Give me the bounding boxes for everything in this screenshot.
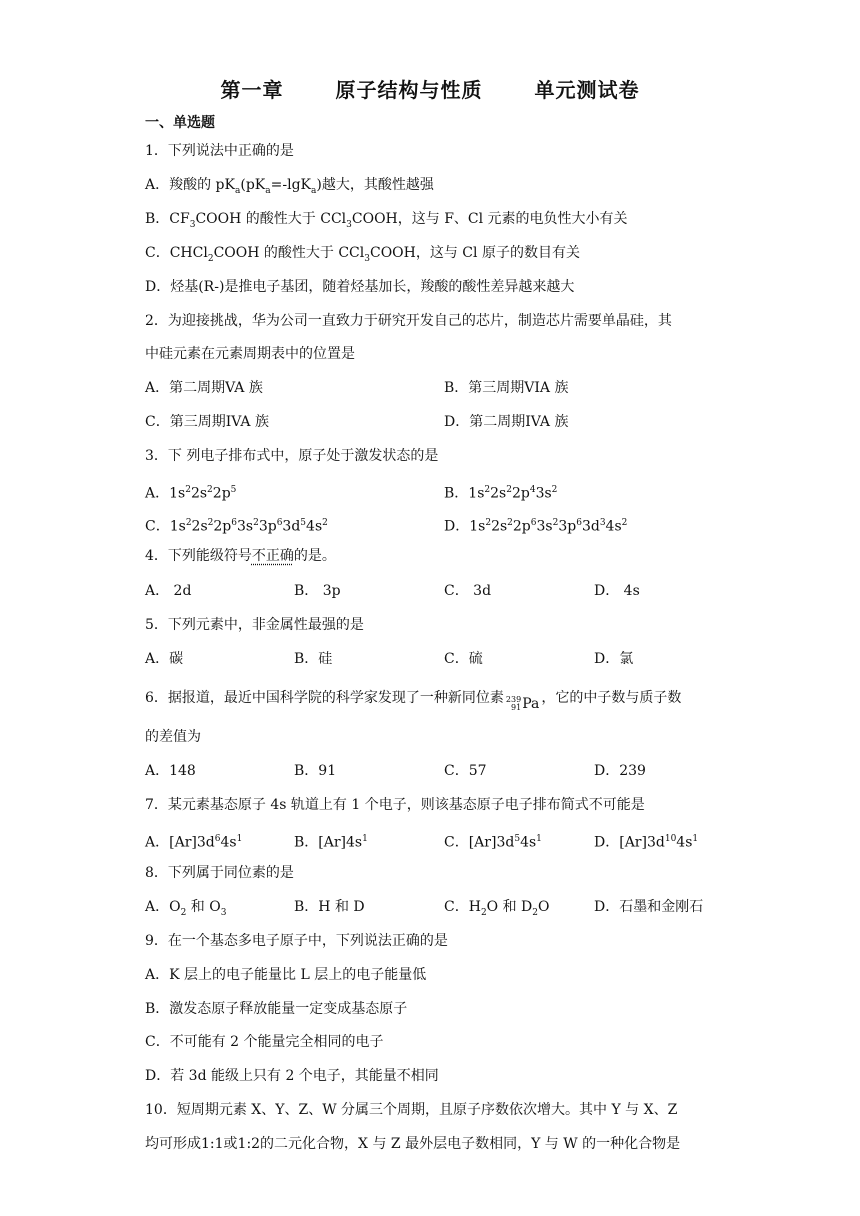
isotope-notation: 239 91 Pa xyxy=(505,695,540,712)
question-4-option-c: C． 3d xyxy=(444,583,492,599)
question-6-option-b: B．91 xyxy=(294,763,337,779)
question-2-option-b: B．第三周期VIA 族 xyxy=(444,380,569,396)
question-5-option-a: A．碳 xyxy=(145,651,184,667)
question-3-stem: 3．下 列电子排布式中，原子处于激发状态的是 xyxy=(145,448,439,464)
question-4-stem: 4．下列能级符号不正确的是。 xyxy=(145,548,336,564)
question-3-option-b: B．$1s^22s^22p^43s^2$ xyxy=(444,485,558,502)
question-7-option-d: D．$[Ar]3d^{10}4s^1$ xyxy=(594,834,699,851)
question-4-option-b: B． 3p xyxy=(294,583,341,599)
question-2-stem-line1: 2．为迎接挑战，华为公司一直致力于研究开发自己的芯片，制造芯片需要单晶硅，其 xyxy=(145,313,672,329)
question-7-stem: 7．某元素基态原子 4s 轨道上有 1 个电子，则该基态原子电子排布简式不可能是 xyxy=(145,797,645,813)
question-1-option-d: D．烃基(R-)是推电子基团，随着烃基加长，羧酸的酸性差异越来越大 xyxy=(145,279,575,295)
question-10-stem-line2: 均可形成1:1或1:2的二元化合物，X 与 Z 最外层电子数相同，Y 与 W 的一种化合物是 xyxy=(145,1136,681,1152)
emphasis-dotted: 不正确 xyxy=(251,548,294,564)
question-8-option-c: C．$H_2O$ 和 $D_2O$ xyxy=(444,899,550,918)
question-6-stem-line2: 的差值为 xyxy=(145,729,201,745)
question-6-option-c: C．57 xyxy=(444,763,487,779)
question-9-option-d: D．若 3d 能级上只有 2 个电子，其能量不相同 xyxy=(145,1068,439,1084)
question-7-option-a: A．$[Ar]3d^64s^1$ xyxy=(145,834,243,851)
page-title xyxy=(0,74,860,103)
section-heading: 一、单选题 xyxy=(145,115,215,131)
question-5-stem: 5．下列元素中，非金属性最强的是 xyxy=(145,617,364,633)
question-4-option-d: D． 4s xyxy=(594,583,640,599)
question-3-option-c: C．$1s^22s^22p^63s^23p^63d^54s^2$ xyxy=(145,518,328,535)
question-1-option-c: C．CHCl$_2$COOH 的酸性大于 CCl$_3$COOH，这与 Cl 原子的数目有关 xyxy=(145,245,580,264)
question-2-option-a: A．第二周期VA 族 xyxy=(145,380,263,396)
question-10-stem-line1: 10．短周期元素 X、Y、Z、W 分属三个周期，且原子序数依次增大。其中 Y 与 X、Z xyxy=(145,1102,678,1118)
question-1-option-a: A．羧酸的 $pK_a(pK_a=-\lg K_a)$越大，其酸性越强 xyxy=(145,177,434,196)
title-topic: 原子结构与性质 xyxy=(335,78,483,102)
question-9-option-b: B．激发态原子释放能量一定变成基态原子 xyxy=(145,1001,408,1017)
question-4-option-a: A． 2d xyxy=(145,583,192,599)
question-6-stem-line1: 6．据报道，最近中国科学院的科学家发现了一种新同位素 239 91 Pa ，它的中子数与质子数 xyxy=(145,690,682,712)
question-3-option-d: D．$1s^22s^22p^63s^23p^63d^34s^2$ xyxy=(444,518,628,535)
question-3-option-a: A．$1s^22s^22p^5$ xyxy=(145,485,237,502)
question-7-option-b: B．$[Ar]4s^1$ xyxy=(294,834,368,851)
question-8-stem: 8．下列属于同位素的是 xyxy=(145,865,294,881)
question-6-option-a: A．148 xyxy=(145,763,196,779)
question-1-stem: 1．下列说法中正确的是 xyxy=(145,143,294,159)
question-5-option-b: B．硅 xyxy=(294,651,333,667)
question-5-option-d: D．氯 xyxy=(594,651,634,667)
question-6-option-d: D．239 xyxy=(594,763,646,779)
question-8-option-a: A．$O_2$ 和 $O_3$ xyxy=(145,899,227,918)
question-9-stem: 9．在一个基态多电子原子中，下列说法正确的是 xyxy=(145,933,448,949)
question-2-stem-line2: 中硅元素在元素周期表中的位置是 xyxy=(145,346,355,362)
question-2-option-d: D．第二周期IVA 族 xyxy=(444,414,569,430)
title-chapter: 第一章 xyxy=(220,78,284,102)
question-8-option-b: B．H 和 D xyxy=(294,899,365,915)
question-8-option-d: D．石墨和金刚石 xyxy=(594,899,704,915)
title-test: 单元测试卷 xyxy=(534,78,640,102)
question-5-option-c: C．硫 xyxy=(444,651,483,667)
question-9-option-c: C．不可能有 2 个能量完全相同的电子 xyxy=(145,1034,384,1050)
question-7-option-c: C．$[Ar]3d^54s^1$ xyxy=(444,834,542,851)
question-2-option-c: C．第三周期IVA 族 xyxy=(145,414,269,430)
question-1-option-b: B．$CF_3COOH$ 的酸性大于 CCl$_3$COOH，这与 F、Cl 元素的电负性大小有关 xyxy=(145,211,628,230)
question-9-option-a: A．K 层上的电子能量比 L 层上的电子能量低 xyxy=(145,967,427,983)
